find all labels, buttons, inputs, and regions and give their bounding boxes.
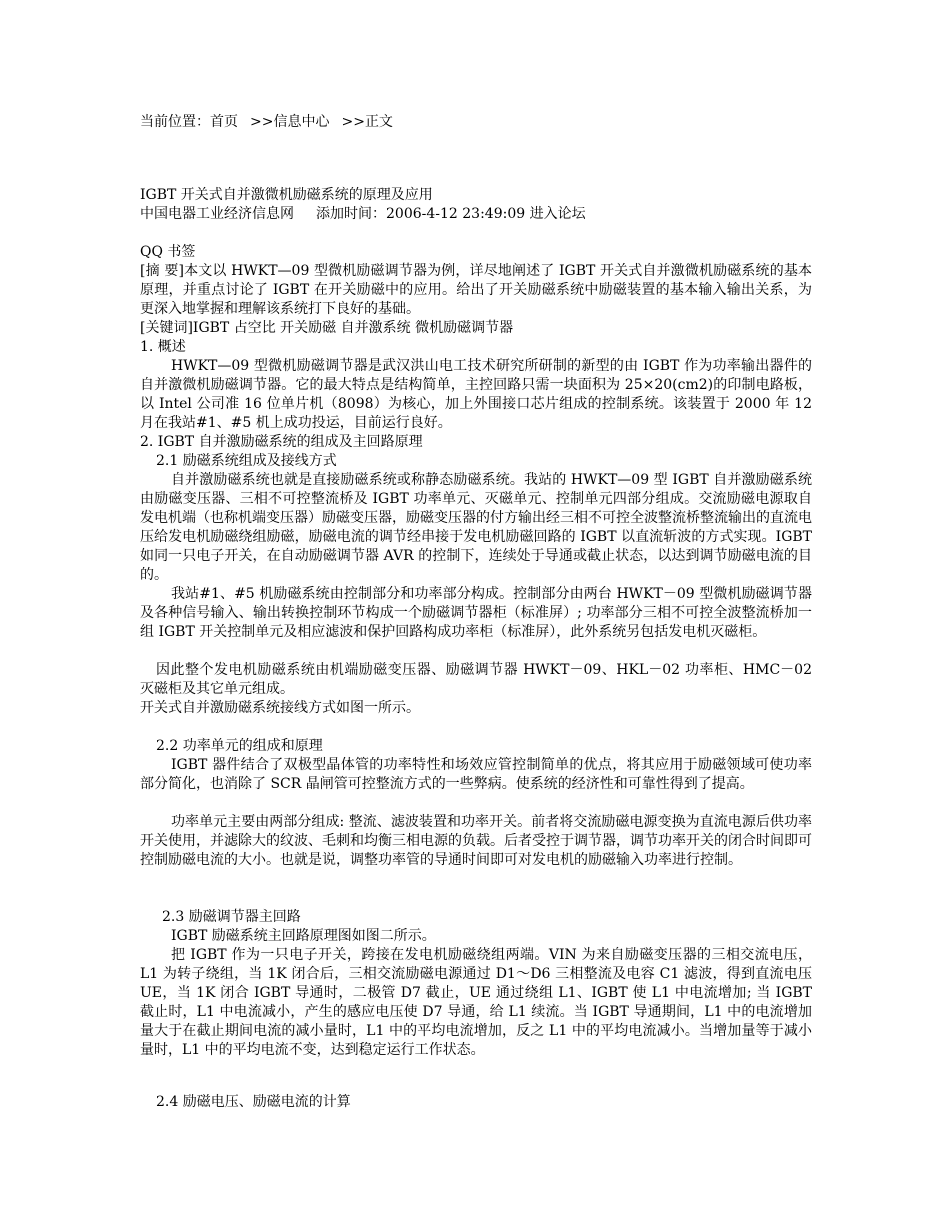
section-2-1-paragraph-2: 我站#1、#5 机励磁系统由控制部分和功率部分构成。控制部分由两台 HWKT－09 型微机励磁调节器及各种信号输入、输出转换控制环节构成一个励磁调节器柜（标准屏）; 功率部分三相不可控全波整流桥加一组 IGBT 开关控制单元及相应滤波和保护回路构成功率柜（标准屏），此外系统另包括发电机灭磁柜。: [140, 586, 812, 640]
article-title: IGBT 开关式自并激微机励磁系统的原理及应用: [140, 187, 433, 203]
section-2-1-paragraph-1: 自并激励磁系统也就是直接励磁系统或称静态励磁系统。我站的 HWKT—09 型 IGBT 自并激励磁系统由励磁变压器、三相不可控整流桥及 IGBT 功率单元、灭磁单元、控制单元四部分组成。交流励磁电源取自发电机端（也称机端变压器）励磁变压器，励磁变压器的付方输出经三相不可控全波整流桥整流输出的直流电压给发电机励磁绕组励磁，励磁电流的调节经串接于发电机励磁回路的 IGBT 以直流斩波的方式实现。IGBT 如同一只电子开关，在自动励磁调节器 AVR 的控制下，连续处于导通或截止状态，以达到调节励磁电流的目的。: [140, 472, 812, 583]
section-2-4-heading: 2.4 励磁电压、励磁电流的计算: [156, 1094, 351, 1110]
section-2-heading: 2. IGBT 自并激励磁系统的组成及主回路原理: [140, 434, 423, 450]
keywords: [关键词]IGBT 占空比 开关励磁 自并激系统 微机励磁调节器: [140, 320, 514, 336]
article-source: 中国电器工业经济信息网: [140, 206, 294, 222]
section-2-2-paragraph-2: 功率单元主要由两部分组成: 整流、滤波装置和功率开关。前者将交流励磁电源变换为直流电源后供功率开关使用，并滤除大的纹波、毛刺和均衡三相电源的负载。后者受控于调节器，调节功率开关的闭合时间即可控制励磁电流的大小。也就是说，调整功率管的导通时间即可对发电机的励磁输入功率进行控制。: [140, 814, 812, 868]
qq-bookmark-link[interactable]: QQ 书签: [140, 244, 196, 260]
abstract: [摘 要]本文以 HWKT—09 型微机励磁调节器为例，详尽地阐述了 IGBT 开关式自并激微机励磁系统的基本原理，并重点讨论了 IGBT 在开关励磁中的应用。给出了开关励磁系统中励磁装置的基本输入输出关系，为更深入地掌握和理解该系统打下良好的基础。: [140, 263, 812, 317]
section-2-1-paragraph-4: 开关式自并激励磁系统接线方式如图一所示。: [140, 700, 420, 716]
section-2-3-heading: 2.3 励磁调节器主回路: [162, 909, 301, 925]
breadcrumb-info-link[interactable]: 信息中心: [273, 114, 330, 130]
section-1-paragraph: HWKT—09 型微机励磁调节器是武汉洪山电工技术研究所研制的新型的由 IGBT 作为功率输出器件的自并激微机励磁调节器。它的最大特点是结构简单，主控回路只需一块面积为 25×20(cm2)的印制电路板，以 Intel 公司准 16 位单片机（8098）为核心，加上外围接口芯片组成的控制系统。该装置于 2000 年 12 月在我站#1、#5 机上成功投运，目前运行良好。: [140, 358, 812, 431]
breadcrumb-separator: >>: [250, 114, 274, 130]
breadcrumb-home-link[interactable]: 首页: [210, 114, 238, 130]
breadcrumb-prefix: 当前位置：: [140, 114, 210, 130]
section-2-1-paragraph-3: 因此整个发电机励磁系统由机端励磁变压器、励磁调节器 HWKT－09、HKL－02 功率柜、HMC－02 灭磁柜及其它单元组成。: [140, 662, 812, 697]
breadcrumb-current: 正文: [364, 114, 393, 130]
section-2-2-paragraph-1: IGBT 器件结合了双极型晶体管的功率特性和场效应管控制简单的优点，将其应用于励磁领域可使功率部分简化，也消除了 SCR 晶闸管可控整流方式的一些弊病。使系统的经济性和可靠性得到了提高。: [140, 757, 812, 792]
section-2-2-heading: 2.2 功率单元的组成和原理: [156, 738, 323, 754]
section-1-heading: 1. 概述: [140, 339, 186, 355]
section-2-1-heading: 2.1 励磁系统组成及接线方式: [156, 453, 337, 469]
article-meta: [140, 205, 586, 224]
article-time: 添加时间：2006-4-12 23:49:09: [316, 206, 526, 222]
enter-forum-link[interactable]: 进入论坛: [529, 206, 586, 222]
breadcrumb-separator: >>: [341, 114, 365, 130]
section-2-3-paragraph-2: 把 IGBT 作为一只电子开关，跨接在发电机励磁绕组两端。VIN 为来自励磁变压器的三相交流电压，L1 为转子绕组，当 1K 闭合后，三相交流励磁电源通过 D1～D6 三相整流及电容 C1 滤波，得到直流电压 UE，当 1K 闭合 IGBT 导通时，二极管 D7 截止，UE 通过绕组 L1、IGBT 使 L1 中电流增加; 当 IGBT 截止时，L1 中电流减小，产生的感应电压使 D7 导通，给 L1 续流。当 IGBT 导通期间，L1 中的电流增加量大于在截止期间电流的减小量时，L1 中的平均电流增加，反之 L1 中的平均电流减小。当增加量等于减小量时，L1 中的平均电流不变，达到稳定运行工作状态。: [140, 947, 812, 1058]
breadcrumb: [140, 113, 393, 132]
section-2-3-paragraph-1: IGBT 励磁系统主回路原理图如图二所示。: [171, 928, 436, 944]
